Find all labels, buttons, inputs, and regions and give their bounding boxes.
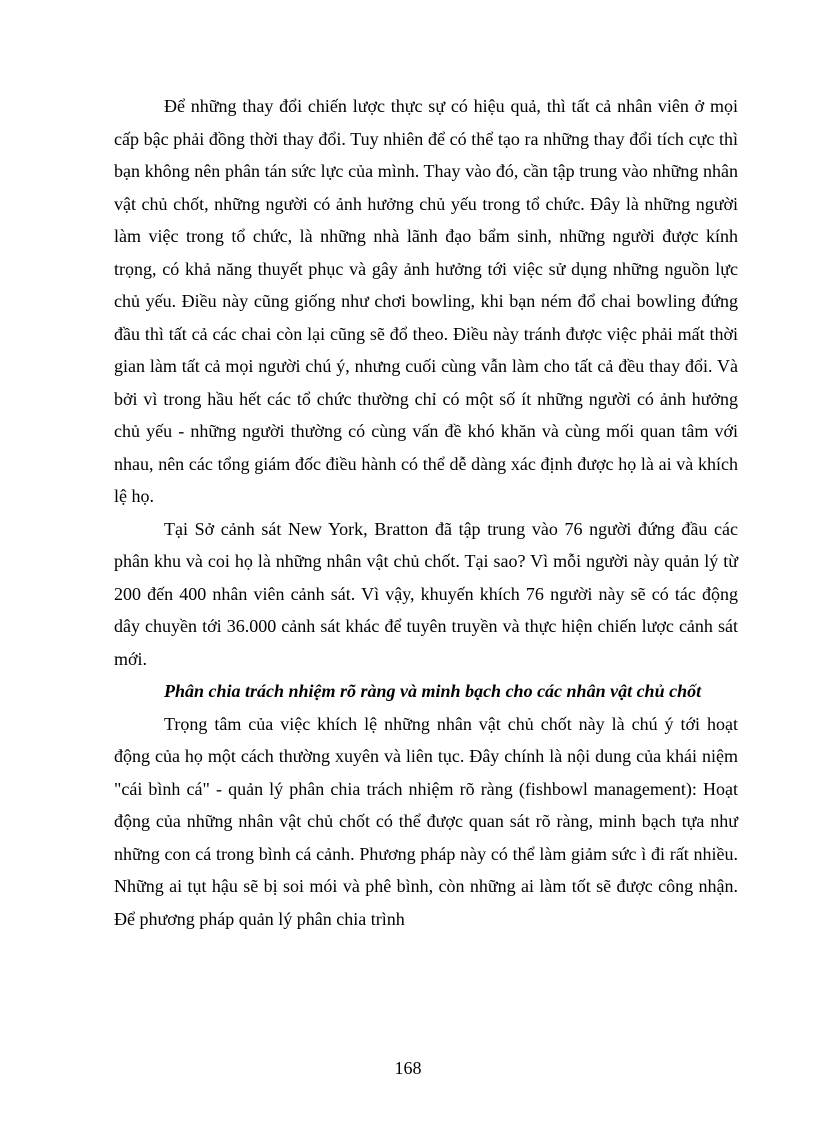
page-number: 168 [394,1058,422,1078]
paragraph-fishbowl-management: Trọng tâm của việc khích lệ những nhân vật chủ chốt này là chú ý tới hoạt động của họ một cách thường xuyên và liên tục. Đây chính là nội dung của khái niệm "cái bình cá" - quản lý phân chia trách nhiệm rõ ràng (fishbowl management): Hoạt động của những nhân vật chủ chốt có thể được quan sát rõ ràng, minh bạch tựa như những con cá trong bình cá cảnh. Phương pháp này có thể làm giảm sức ì đi rất nhiều. Những ai tụt hậu sẽ bị soi mói và phê bình, còn những ai làm tốt sẽ được công nhận. Để phương pháp quản lý phân chia trình [114,713,738,929]
paragraph-key-players: Để những thay đổi chiến lược thực sự có hiệu quả, thì tất cả nhân viên ở mọi cấp bậc phải đồng thời thay đổi. Tuy nhiên để có thể tạo ra những thay đổi tích cực thì bạn không nên phân tán sức lực của mình. Thay vào đó, cần tập trung vào những nhân vật chủ chốt, những người có ảnh hưởng chủ yếu trong tổ chức. Đây là những người làm việc trong tổ chức, là những nhà lãnh đạo bẩm sinh, những người được kính trọng, có khả năng thuyết phục và gây ảnh hưởng tới việc sử dụng những nguồn lực chủ yếu. Điều này cũng giống như chơi bowling, khi bạn ném đổ chai bowling đứng đầu thì tất cả các chai còn lại cũng sẽ đổ theo. Điều này tránh được việc phải mất thời gian làm tất cả mọi người chú ý, nhưng cuối cùng vẫn làm cho tất cả đều thay đổi. Và bởi vì trong hầu hết các tổ chức thường chỉ có một số ít những người có ảnh hưởng chủ yếu - những người thường có cùng vấn đề khó khăn và cùng mối quan tâm với nhau, nên các tổng giám đốc điều hành có thể dễ dàng xác định được họ là ai và khích lệ họ. [114,96,738,506]
paragraph-new-york-police: Tại Sở cảnh sát New York, Bratton đã tập trung vào 76 người đứng đầu các phân khu và coi họ là những nhân vật chủ chốt. Tại sao? Vì mỗi người này quản lý từ 200 đến 400 nhân viên cảnh sát. Vì vậy, khuyến khích 76 người này sẽ có tác động dây chuyền tới 36.000 cảnh sát khác để tuyên truyền và thực hiện chiến lược cảnh sát mới. [114,518,738,669]
section-heading: Phân chia trách nhiệm rõ ràng và minh bạch cho các nhân vật chủ chốt [164,681,702,701]
body-text [114,90,738,935]
